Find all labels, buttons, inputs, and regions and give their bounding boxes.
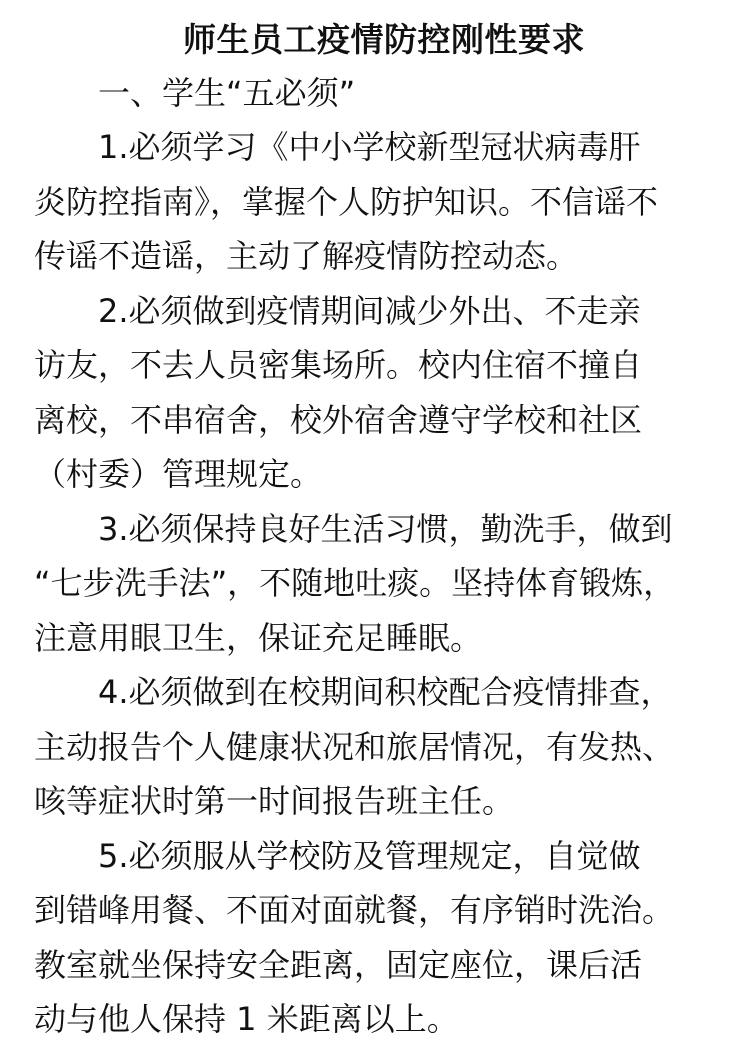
paragraph-line: （村委）管理规定。 [34,455,323,493]
section-heading: 一、学生“五必须” [98,74,356,112]
paragraph-line: 5.必须服从学校防及管理规定，自觉做 [98,836,641,875]
document-title: 师生员工疫情防控刚性要求 [183,20,585,59]
paragraph-line: 主动报告个人健康状况和旅居情况，有发热、 [34,727,675,766]
paragraph-5 [34,829,724,1047]
paragraph-line: 访友，不去人员密集场所。校内住宿不撞自 [34,346,643,384]
paragraph-3 [34,502,724,666]
paragraph-line: 注意用眼卫生，保证充足睡眠。 [34,618,483,657]
paragraph-4 [34,665,724,829]
paragraph-2 [34,284,724,502]
paragraph-line: 传谣不造谣，主动了解疫情防控动态。 [34,237,579,275]
paragraph-1 [34,120,724,284]
paragraph-line: “七步洗手法”，不随地吐痰。坚持体育锻炼， [34,564,676,602]
paragraph-line: 3.必须保持良好生活习惯，勤洗手，做到 [98,509,673,548]
paragraph-line: 教室就坐保持安全距离，固定座位，课后活 [34,945,643,984]
paragraph-line: 咳等症状时第一时间报告班主任。 [34,782,515,820]
paragraph-line: 动与他人保持 1 米距离以上。 [34,1000,459,1038]
paragraph-line: 到错峰用餐、不面对面就餐，有序销时洗治。 [34,891,675,929]
paragraph-line: 1.必须学习《中小学校新型冠状病毒肝 [98,128,641,166]
paragraph-line: 炎防控指南》，掌握个人防护知识。不信谣不 [34,182,659,221]
paragraph-line: 4.必须做到在校期间积校配合疫情排查， [98,673,673,711]
paragraph-line: 离校，不串宿舍，校外宿舍遵守学校和社区 [34,400,643,439]
paragraph-line: 2.必须做到疫情期间减少外出、不走亲 [98,291,641,330]
